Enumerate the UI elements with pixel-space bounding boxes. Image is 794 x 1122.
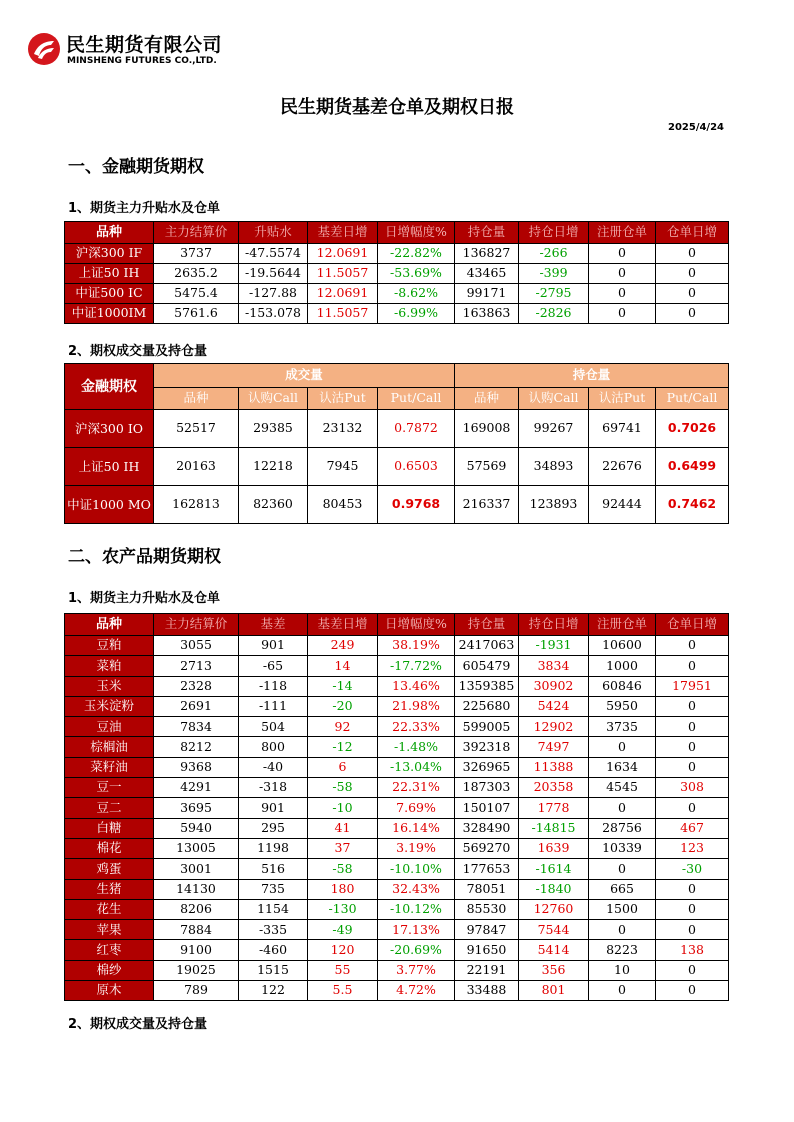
section2-sub1: 1、期货主力升贴水及仓单 bbox=[68, 591, 221, 606]
table-row bbox=[65, 859, 729, 879]
table-cell: 1500 bbox=[589, 899, 656, 919]
table-cell: -1931 bbox=[519, 636, 589, 656]
table-cell: -20.69% bbox=[378, 940, 455, 960]
table-cell: -6.99% bbox=[378, 304, 455, 324]
table-cell: 0 bbox=[589, 920, 656, 940]
table-cell: 52517 bbox=[154, 410, 239, 448]
table-cell: 菜籽油 bbox=[65, 757, 154, 777]
table-cell: 2635.2 bbox=[154, 264, 239, 284]
table-cell: 4545 bbox=[589, 778, 656, 798]
table-cell: -40 bbox=[239, 757, 308, 777]
table-cell: 12.0691 bbox=[308, 244, 378, 264]
table-cell: -22.82% bbox=[378, 244, 455, 264]
table-cell: 豆粕 bbox=[65, 636, 154, 656]
table-row bbox=[65, 737, 729, 757]
table-cell: 169008 bbox=[455, 410, 519, 448]
column-header: Put/Call bbox=[656, 388, 729, 410]
table-cell: 中证500 IC bbox=[65, 284, 154, 304]
table-cell: 187303 bbox=[455, 778, 519, 798]
table-cell: 665 bbox=[589, 879, 656, 899]
table-cell: 34893 bbox=[519, 448, 589, 486]
table-cell: 生猪 bbox=[65, 879, 154, 899]
table-cell: 0 bbox=[656, 737, 729, 757]
table-cell: 上证50 IH bbox=[65, 448, 154, 486]
table-cell: 红枣 bbox=[65, 940, 154, 960]
table-cell: -47.5574 bbox=[239, 244, 308, 264]
table-cell: 0.6499 bbox=[656, 448, 729, 486]
table-cell: 0 bbox=[656, 920, 729, 940]
table-cell: 38.19% bbox=[378, 636, 455, 656]
table-cell: 99171 bbox=[455, 284, 519, 304]
table-cell: 37 bbox=[308, 838, 378, 858]
column-header: 持仓量 bbox=[455, 614, 519, 636]
table-cell: 22.33% bbox=[378, 717, 455, 737]
table-cell: 29385 bbox=[239, 410, 308, 448]
table-cell: 138 bbox=[656, 940, 729, 960]
table-cell: 2417063 bbox=[455, 636, 519, 656]
column-header: 升贴水 bbox=[239, 222, 308, 244]
table-cell: 467 bbox=[656, 818, 729, 838]
table-cell: 8206 bbox=[154, 899, 239, 919]
table-cell: -13.04% bbox=[378, 757, 455, 777]
table-row bbox=[65, 818, 729, 838]
table-cell: 735 bbox=[239, 879, 308, 899]
table-cell: 0 bbox=[656, 636, 729, 656]
table-cell: -14815 bbox=[519, 818, 589, 838]
table-cell: 21.98% bbox=[378, 696, 455, 716]
table-cell: 28756 bbox=[589, 818, 656, 838]
table-row bbox=[65, 757, 729, 777]
table-cell: 55 bbox=[308, 960, 378, 980]
table-cell: -65 bbox=[239, 656, 308, 676]
section2-sub2: 2、期权成交量及持仓量 bbox=[68, 1017, 208, 1032]
table-cell: 33488 bbox=[455, 981, 519, 1001]
table-cell: 180 bbox=[308, 879, 378, 899]
column-header: 品种 bbox=[154, 388, 239, 410]
table-cell: 玉米淀粉 bbox=[65, 696, 154, 716]
column-header: 品种 bbox=[455, 388, 519, 410]
table-cell: 中证1000IM bbox=[65, 304, 154, 324]
table-cell: 22676 bbox=[589, 448, 656, 486]
table-cell: 0 bbox=[656, 284, 729, 304]
agri-futures-table bbox=[64, 613, 729, 1001]
table-cell: 7544 bbox=[519, 920, 589, 940]
table-cell: -111 bbox=[239, 696, 308, 716]
table-cell: 569270 bbox=[455, 838, 519, 858]
section2-heading: 二、农产品期货期权 bbox=[68, 547, 221, 567]
table-cell: 120 bbox=[308, 940, 378, 960]
table-row bbox=[65, 284, 729, 304]
table-cell: 504 bbox=[239, 717, 308, 737]
table-cell: 249 bbox=[308, 636, 378, 656]
table-cell: -53.69% bbox=[378, 264, 455, 284]
financial-futures-table bbox=[64, 221, 729, 324]
table-cell: 3737 bbox=[154, 244, 239, 264]
table-row bbox=[65, 778, 729, 798]
table-cell: -1840 bbox=[519, 879, 589, 899]
table-cell: 5940 bbox=[154, 818, 239, 838]
table-cell: -10.12% bbox=[378, 899, 455, 919]
table-cell: -12 bbox=[308, 737, 378, 757]
table-cell: 163863 bbox=[455, 304, 519, 324]
table-cell: 0 bbox=[656, 981, 729, 1001]
table-cell: 1359385 bbox=[455, 676, 519, 696]
table-cell: 20163 bbox=[154, 448, 239, 486]
table-cell: -318 bbox=[239, 778, 308, 798]
table-cell: 7.69% bbox=[378, 798, 455, 818]
table-row bbox=[65, 879, 729, 899]
column-header: 认沽Put bbox=[308, 388, 378, 410]
table-cell: 鸡蛋 bbox=[65, 859, 154, 879]
column-header: 认购Call bbox=[239, 388, 308, 410]
table-cell: -460 bbox=[239, 940, 308, 960]
table-cell: 123893 bbox=[519, 486, 589, 524]
table-cell: 上证50 IH bbox=[65, 264, 154, 284]
table-cell: 0 bbox=[589, 284, 656, 304]
table-cell: 136827 bbox=[455, 244, 519, 264]
table-cell: 7945 bbox=[308, 448, 378, 486]
table-cell: 棉花 bbox=[65, 838, 154, 858]
table-cell: 2713 bbox=[154, 656, 239, 676]
table-row bbox=[65, 960, 729, 980]
options-category-header: 金融期权 bbox=[65, 364, 154, 410]
table-row bbox=[65, 486, 729, 524]
table-cell: 97847 bbox=[455, 920, 519, 940]
table-cell: 1515 bbox=[239, 960, 308, 980]
table-cell: 花生 bbox=[65, 899, 154, 919]
table-row bbox=[65, 838, 729, 858]
table-cell: 80453 bbox=[308, 486, 378, 524]
logo-cn: 民生期货有限公司 bbox=[66, 34, 223, 56]
table-cell: -153.078 bbox=[239, 304, 308, 324]
table-cell: 0 bbox=[656, 304, 729, 324]
table-cell: 8223 bbox=[589, 940, 656, 960]
table-cell: -8.62% bbox=[378, 284, 455, 304]
table-header-row bbox=[65, 222, 729, 244]
table-cell: 5414 bbox=[519, 940, 589, 960]
table-cell: 4.72% bbox=[378, 981, 455, 1001]
table-cell: 901 bbox=[239, 798, 308, 818]
table-cell: 326965 bbox=[455, 757, 519, 777]
section1-sub2: 2、期权成交量及持仓量 bbox=[68, 344, 208, 359]
table-cell: 150107 bbox=[455, 798, 519, 818]
table-cell: 9368 bbox=[154, 757, 239, 777]
table-row bbox=[65, 696, 729, 716]
volume-header: 成交量 bbox=[154, 364, 455, 388]
table-cell: 17.13% bbox=[378, 920, 455, 940]
table-cell: 599005 bbox=[455, 717, 519, 737]
table-cell: 8212 bbox=[154, 737, 239, 757]
table-cell: 605479 bbox=[455, 656, 519, 676]
table-cell: 7884 bbox=[154, 920, 239, 940]
table-cell: 豆二 bbox=[65, 798, 154, 818]
table-cell: 0 bbox=[589, 244, 656, 264]
table-cell: 0.7026 bbox=[656, 410, 729, 448]
table-row bbox=[65, 264, 729, 284]
table-cell: 14130 bbox=[154, 879, 239, 899]
table-row bbox=[65, 448, 729, 486]
table-cell: 1639 bbox=[519, 838, 589, 858]
table-cell: -20 bbox=[308, 696, 378, 716]
table-cell: 0 bbox=[656, 798, 729, 818]
table-cell: 800 bbox=[239, 737, 308, 757]
table-row bbox=[65, 656, 729, 676]
column-header: 日增幅度% bbox=[378, 222, 455, 244]
table-cell: 85530 bbox=[455, 899, 519, 919]
table-cell: 1778 bbox=[519, 798, 589, 818]
table-cell: 901 bbox=[239, 636, 308, 656]
table-cell: 0 bbox=[589, 264, 656, 284]
table-row bbox=[65, 410, 729, 448]
table-cell: 1198 bbox=[239, 838, 308, 858]
column-header: 仓单日增 bbox=[656, 222, 729, 244]
table-cell: 392318 bbox=[455, 737, 519, 757]
table-cell: 0 bbox=[589, 798, 656, 818]
table-cell: 20358 bbox=[519, 778, 589, 798]
table-row bbox=[65, 899, 729, 919]
table-cell: 2328 bbox=[154, 676, 239, 696]
table-cell: 0 bbox=[589, 859, 656, 879]
table-cell: 14 bbox=[308, 656, 378, 676]
table-cell: 177653 bbox=[455, 859, 519, 879]
options-subheader-row bbox=[65, 388, 729, 410]
table-cell: 3.19% bbox=[378, 838, 455, 858]
table-cell: 棕榈油 bbox=[65, 737, 154, 757]
table-cell: 0.6503 bbox=[378, 448, 455, 486]
table-cell: 23132 bbox=[308, 410, 378, 448]
column-header: 基差日增 bbox=[308, 614, 378, 636]
table-cell: 1154 bbox=[239, 899, 308, 919]
table-cell: 0 bbox=[656, 717, 729, 737]
table-cell: 122 bbox=[239, 981, 308, 1001]
table-cell: 91650 bbox=[455, 940, 519, 960]
column-header: 主力结算价 bbox=[154, 614, 239, 636]
table-cell: -399 bbox=[519, 264, 589, 284]
company-logo bbox=[27, 30, 257, 72]
table-cell: -118 bbox=[239, 676, 308, 696]
section1-heading: 一、金融期货期权 bbox=[68, 157, 204, 177]
table-cell: 白糖 bbox=[65, 818, 154, 838]
table-cell: 棉纱 bbox=[65, 960, 154, 980]
column-header: 持仓日增 bbox=[519, 614, 589, 636]
table-cell: 11.5057 bbox=[308, 304, 378, 324]
table-cell: 5.5 bbox=[308, 981, 378, 1001]
table-cell: 1634 bbox=[589, 757, 656, 777]
table-header-row bbox=[65, 614, 729, 636]
table-cell: 13005 bbox=[154, 838, 239, 858]
column-header: 持仓日增 bbox=[519, 222, 589, 244]
report-title: 民生期货基差仓单及期权日报 bbox=[280, 97, 514, 118]
column-header: 基差日增 bbox=[308, 222, 378, 244]
table-cell: 0 bbox=[656, 696, 729, 716]
table-cell: -17.72% bbox=[378, 656, 455, 676]
options-header-row bbox=[65, 364, 729, 388]
table-cell: 原木 bbox=[65, 981, 154, 1001]
column-header: 注册仓单 bbox=[589, 614, 656, 636]
table-cell: -1614 bbox=[519, 859, 589, 879]
table-cell: 10600 bbox=[589, 636, 656, 656]
table-cell: 0.7872 bbox=[378, 410, 455, 448]
table-cell: 356 bbox=[519, 960, 589, 980]
table-row bbox=[65, 717, 729, 737]
column-header: Put/Call bbox=[378, 388, 455, 410]
table-cell: 13.46% bbox=[378, 676, 455, 696]
table-row bbox=[65, 636, 729, 656]
table-cell: -19.5644 bbox=[239, 264, 308, 284]
table-cell: 10339 bbox=[589, 838, 656, 858]
table-cell: 沪深300 IF bbox=[65, 244, 154, 264]
table-cell: 沪深300 IO bbox=[65, 410, 154, 448]
table-cell: 32.43% bbox=[378, 879, 455, 899]
table-cell: 22191 bbox=[455, 960, 519, 980]
table-cell: 菜粕 bbox=[65, 656, 154, 676]
table-cell: 92 bbox=[308, 717, 378, 737]
table-cell: -2795 bbox=[519, 284, 589, 304]
table-cell: -1.48% bbox=[378, 737, 455, 757]
table-cell: 9100 bbox=[154, 940, 239, 960]
table-cell: 3055 bbox=[154, 636, 239, 656]
table-cell: -58 bbox=[308, 859, 378, 879]
column-header: 持仓量 bbox=[455, 222, 519, 244]
table-cell: 0.7462 bbox=[656, 486, 729, 524]
column-header: 认沽Put bbox=[589, 388, 656, 410]
table-row bbox=[65, 798, 729, 818]
table-cell: 801 bbox=[519, 981, 589, 1001]
table-cell: 0 bbox=[656, 656, 729, 676]
table-cell: 3735 bbox=[589, 717, 656, 737]
column-header: 日增幅度% bbox=[378, 614, 455, 636]
table-cell: 516 bbox=[239, 859, 308, 879]
financial-options-table bbox=[64, 363, 729, 524]
table-cell: 10 bbox=[589, 960, 656, 980]
table-cell: 19025 bbox=[154, 960, 239, 980]
table-cell: 12.0691 bbox=[308, 284, 378, 304]
table-cell: -14 bbox=[308, 676, 378, 696]
table-cell: 0 bbox=[656, 264, 729, 284]
table-cell: -10.10% bbox=[378, 859, 455, 879]
minsheng-logo-icon bbox=[27, 32, 61, 66]
section1-sub1: 1、期货主力升贴水及仓单 bbox=[68, 201, 221, 216]
table-cell: 69741 bbox=[589, 410, 656, 448]
table-cell: -335 bbox=[239, 920, 308, 940]
table-cell: 5424 bbox=[519, 696, 589, 716]
table-cell: 玉米 bbox=[65, 676, 154, 696]
column-header: 基差 bbox=[239, 614, 308, 636]
table-cell: 12760 bbox=[519, 899, 589, 919]
table-cell: 0 bbox=[656, 757, 729, 777]
table-cell: 5761.6 bbox=[154, 304, 239, 324]
table-cell: 11388 bbox=[519, 757, 589, 777]
table-cell: 豆油 bbox=[65, 717, 154, 737]
table-cell: 41 bbox=[308, 818, 378, 838]
table-cell: 0.9768 bbox=[378, 486, 455, 524]
table-cell: 57569 bbox=[455, 448, 519, 486]
table-cell: -266 bbox=[519, 244, 589, 264]
table-cell: -58 bbox=[308, 778, 378, 798]
open-interest-header: 持仓量 bbox=[455, 364, 729, 388]
table-row bbox=[65, 676, 729, 696]
table-cell: 328490 bbox=[455, 818, 519, 838]
column-header: 仓单日增 bbox=[656, 614, 729, 636]
table-cell: 0 bbox=[589, 981, 656, 1001]
table-cell: 4291 bbox=[154, 778, 239, 798]
table-cell: 0 bbox=[656, 244, 729, 264]
table-cell: 308 bbox=[656, 778, 729, 798]
table-cell: -10 bbox=[308, 798, 378, 818]
table-cell: 12218 bbox=[239, 448, 308, 486]
table-cell: 3.77% bbox=[378, 960, 455, 980]
column-header: 品种 bbox=[65, 222, 154, 244]
table-cell: 216337 bbox=[455, 486, 519, 524]
table-cell: 60846 bbox=[589, 676, 656, 696]
table-cell: 12902 bbox=[519, 717, 589, 737]
table-cell: 295 bbox=[239, 818, 308, 838]
table-cell: 2691 bbox=[154, 696, 239, 716]
table-row bbox=[65, 304, 729, 324]
table-cell: 3001 bbox=[154, 859, 239, 879]
table-cell: 789 bbox=[154, 981, 239, 1001]
table-cell: -130 bbox=[308, 899, 378, 919]
table-cell: 92444 bbox=[589, 486, 656, 524]
table-cell: 17951 bbox=[656, 676, 729, 696]
table-cell: 0 bbox=[589, 304, 656, 324]
column-header: 主力结算价 bbox=[154, 222, 239, 244]
table-row bbox=[65, 940, 729, 960]
table-cell: 82360 bbox=[239, 486, 308, 524]
table-cell: 22.31% bbox=[378, 778, 455, 798]
table-cell: -2826 bbox=[519, 304, 589, 324]
table-cell: -49 bbox=[308, 920, 378, 940]
table-cell: 中证1000 MO bbox=[65, 486, 154, 524]
table-cell: 78051 bbox=[455, 879, 519, 899]
table-cell: -30 bbox=[656, 859, 729, 879]
table-cell: 5950 bbox=[589, 696, 656, 716]
table-row bbox=[65, 920, 729, 940]
table-cell: 7497 bbox=[519, 737, 589, 757]
table-cell: 6 bbox=[308, 757, 378, 777]
table-cell: 0 bbox=[656, 899, 729, 919]
table-cell: 3695 bbox=[154, 798, 239, 818]
table-cell: 16.14% bbox=[378, 818, 455, 838]
table-cell: 苹果 bbox=[65, 920, 154, 940]
table-cell: 7834 bbox=[154, 717, 239, 737]
column-header: 认购Call bbox=[519, 388, 589, 410]
table-row bbox=[65, 981, 729, 1001]
table-cell: 225680 bbox=[455, 696, 519, 716]
logo-en: MINSHENG FUTURES CO.,LTD. bbox=[67, 56, 217, 66]
table-cell: 11.5057 bbox=[308, 264, 378, 284]
table-cell: 43465 bbox=[455, 264, 519, 284]
table-cell: 5475.4 bbox=[154, 284, 239, 304]
column-header: 品种 bbox=[65, 614, 154, 636]
table-cell: 0 bbox=[656, 960, 729, 980]
table-cell: 1000 bbox=[589, 656, 656, 676]
table-cell: 0 bbox=[589, 737, 656, 757]
column-header: 注册仓单 bbox=[589, 222, 656, 244]
table-cell: -127.88 bbox=[239, 284, 308, 304]
table-cell: 豆一 bbox=[65, 778, 154, 798]
table-cell: 99267 bbox=[519, 410, 589, 448]
table-cell: 162813 bbox=[154, 486, 239, 524]
table-cell: 30902 bbox=[519, 676, 589, 696]
table-row bbox=[65, 244, 729, 264]
table-cell: 3834 bbox=[519, 656, 589, 676]
report-date: 2025/4/24 bbox=[667, 122, 724, 133]
table-cell: 123 bbox=[656, 838, 729, 858]
table-cell: 0 bbox=[656, 879, 729, 899]
